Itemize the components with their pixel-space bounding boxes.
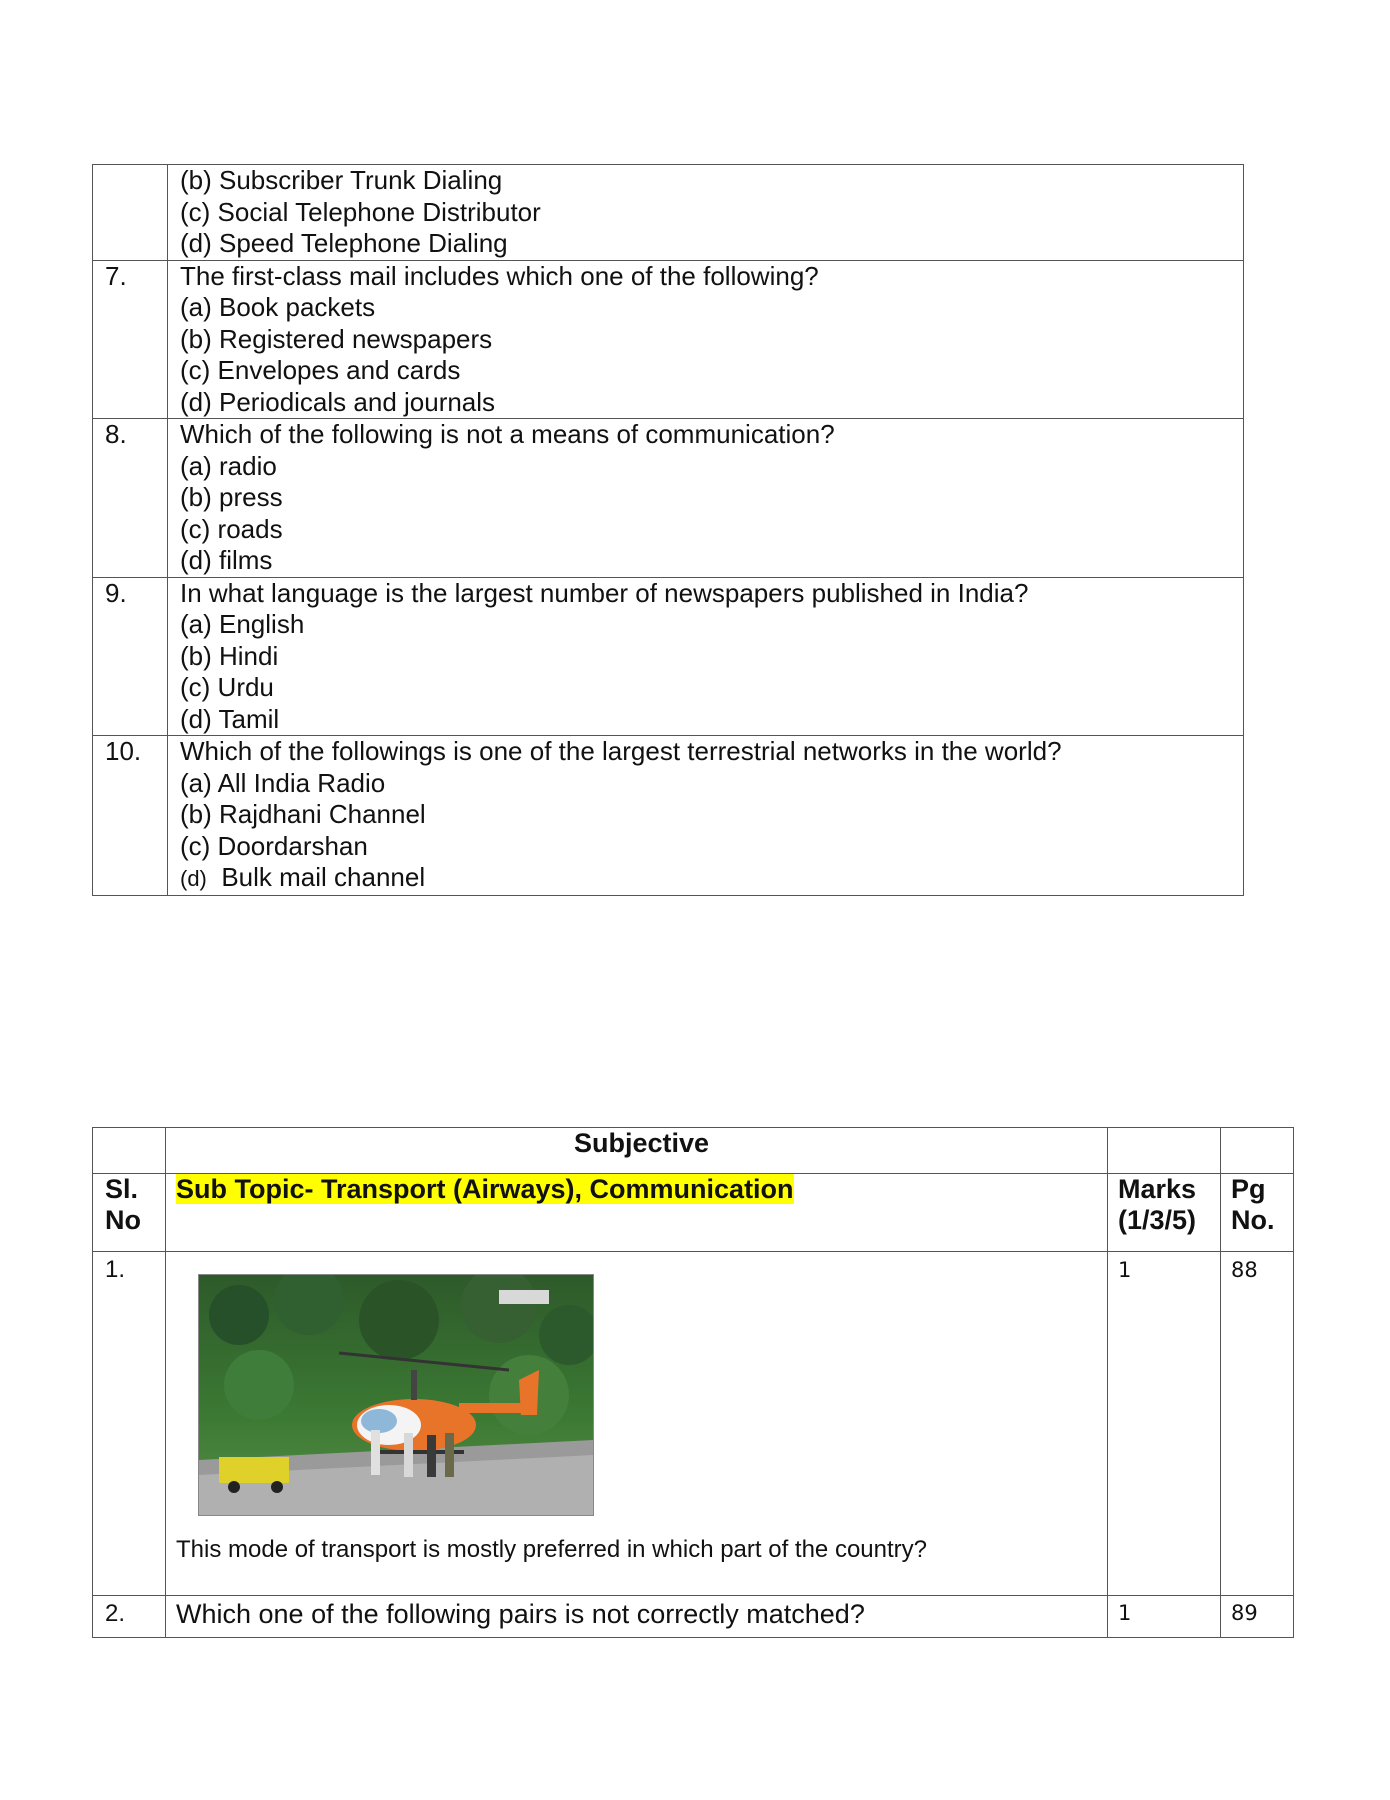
option-line: (b) press [180,482,283,512]
option-line: (b) Registered newspapers [180,323,493,354]
question-number: 9. [93,577,168,736]
option-line: (d) films [180,545,273,575]
question-number: 2. [93,1596,166,1638]
col-header-marks: Marks (1/3/5) [1108,1174,1221,1252]
option-label: (d) [180,866,207,891]
question-cell [166,1252,1108,1596]
option-line: (a) All India Radio [180,767,386,798]
empty-cell [93,1128,166,1174]
option-line: (c) Urdu [180,672,274,702]
question-text: In what language is the largest number of newspapers published in India? [180,577,1029,608]
option-line: (d) Tamil [180,703,280,734]
table-row [93,419,1244,578]
question-cell [168,260,1244,419]
question-number: 8. [93,419,168,578]
option-line: (d) Speed Telephone Dialing [180,228,508,258]
table-header-row [93,1174,1294,1252]
subjective-table [92,1127,1294,1638]
option-line: (a) Book packets [180,292,376,322]
table-row [93,577,1244,736]
option-line: (b) Subscriber Trunk Dialing [180,165,503,195]
helicopter-photo [198,1274,594,1516]
marks-value: 1 [1108,1252,1221,1596]
question-text: This mode of transport is mostly preferred in which part of the country? [176,1536,927,1563]
question-text: The first-class mail includes which one of the following? [180,260,819,291]
table-row [93,260,1244,419]
question-number: 7. [93,260,168,419]
option-line: (a) English [180,609,305,639]
option-line: (c) roads [180,513,283,544]
question-cell [168,577,1244,736]
question-cell [168,165,1244,261]
col-header-slno: Sl. No [93,1174,166,1252]
col-header-pg: Pg No. [1221,1174,1294,1252]
table-row [93,165,1244,261]
question-text: Which one of the following pairs is not correctly matched? [166,1596,1108,1638]
empty-cell [1108,1128,1221,1174]
section-title: Subjective [166,1128,1108,1174]
option-line: (c) Envelopes and cards [180,355,461,385]
option-line: (c) Doordarshan [180,830,368,861]
table-row [93,1252,1294,1596]
question-cell [168,736,1244,896]
option-line: (b) Hindi [180,640,279,671]
question-cell [168,419,1244,578]
marks-value: 1 [1108,1596,1221,1638]
question-number: 10. [93,736,168,896]
question-number: 1. [93,1252,166,1596]
question-number [93,165,168,261]
mcq-table [92,164,1244,896]
option-line [180,862,1243,895]
sub-topic-heading [166,1174,1108,1252]
table-row [93,1596,1294,1638]
option-line: (b) Rajdhani Channel [180,799,426,829]
option-line: (c) Social Telephone Distributor [180,196,541,227]
table-header-row [93,1128,1294,1174]
option-text: Bulk mail channel [221,862,426,892]
page-number: 89 [1221,1596,1294,1638]
empty-cell [1221,1128,1294,1174]
option-line: (a) radio [180,450,277,481]
sub-topic-text: Sub Topic- Transport (Airways), Communication [176,1174,794,1204]
option-line: (d) Periodicals and journals [180,386,496,417]
page-number: 88 [1221,1252,1294,1596]
question-text: Which of the followings is one of the largest terrestrial networks in the world? [180,736,1062,766]
table-row [93,736,1244,896]
question-text: Which of the following is not a means of communication? [180,419,835,449]
